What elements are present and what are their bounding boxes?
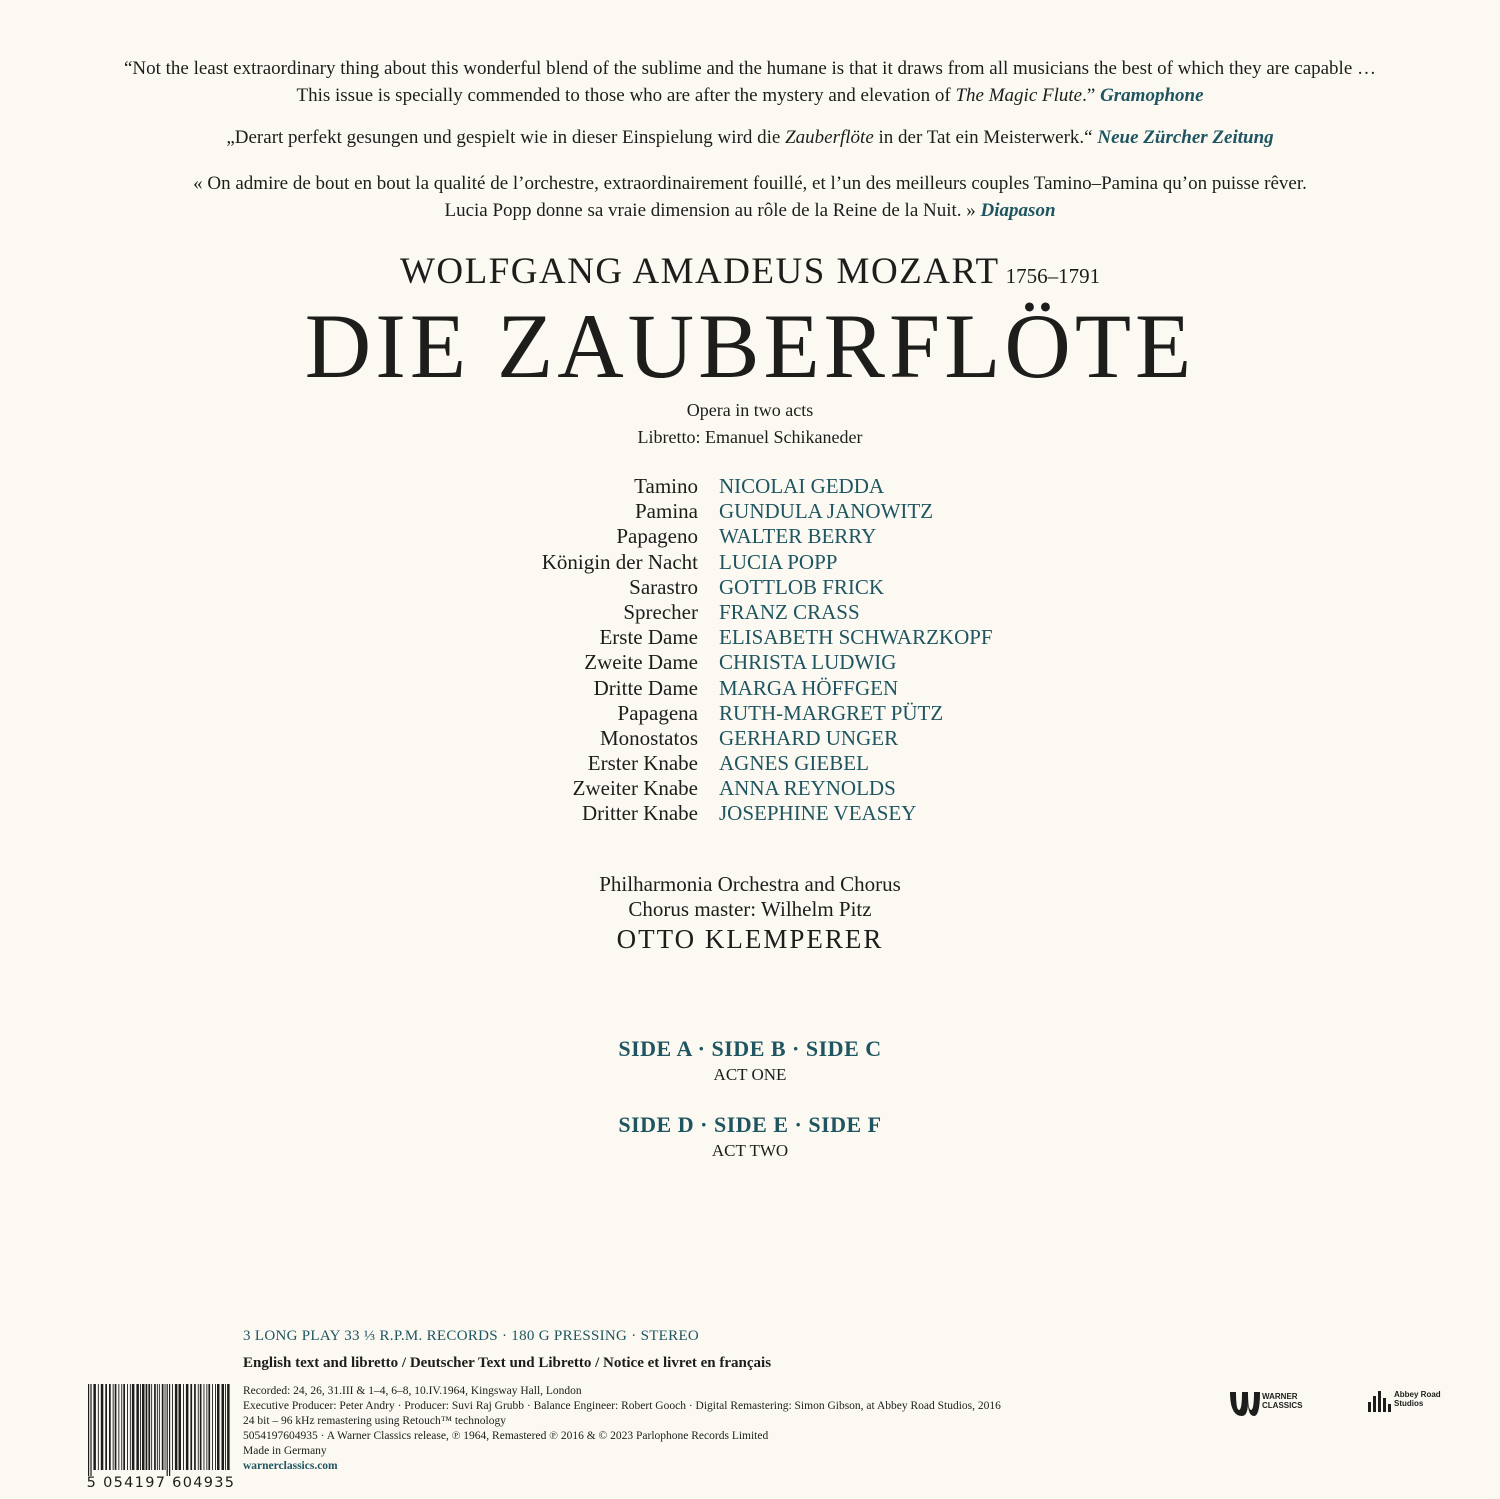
cast-singer: JOSEPHINE VEASEY	[719, 801, 917, 826]
review-text: This issue is specially commended to those who are after the mystery and elevation of	[296, 85, 956, 106]
cast-singer: AGNES GIEBEL	[719, 751, 869, 776]
review-text: .”	[1082, 85, 1101, 106]
cast-role: Pamina	[635, 499, 698, 524]
cast-role: Sprecher	[623, 599, 698, 624]
review-text: « On admire de bout en bout la qualité de l’orchestre, extraordinairement fouillé, et l’un des meilleurs couples Tamino–Pamina qu’on puisse rêver.	[193, 173, 1307, 194]
librettist: Libretto: Emanuel Schikaneder	[637, 427, 863, 447]
cast-row	[0, 726, 1500, 751]
act-two-label: ACT TWO	[711, 1141, 789, 1160]
review-text: in der Tat ein Meisterwerk.“	[873, 127, 1098, 148]
abbey-logo-text: Abbey Road Studios	[1394, 1390, 1441, 1408]
orchestra: Philharmonia Orchestra and Chorus	[599, 872, 901, 896]
sides-act-one: SIDE A · SIDE B · SIDE C	[618, 1036, 882, 1061]
composer-dates: 1756–1791	[1005, 264, 1101, 288]
cast-singer: RUTH-MARGRET PÜTZ	[719, 700, 944, 725]
fine-print-line: Made in Germany	[243, 1445, 327, 1457]
review-italic-title: The Magic Flute	[955, 85, 1083, 106]
barcode-number: 5 054197 604935	[86, 1475, 236, 1491]
chorus-master: Chorus master: Wilhelm Pitz	[628, 897, 872, 921]
review-source: Diapason	[980, 200, 1056, 221]
cast-singer: LUCIA POPP	[719, 549, 838, 574]
review-text: „Derart perfekt gesungen und gespielt wie in dieser Einspielung wird die	[226, 127, 786, 148]
cast-row	[0, 625, 1500, 650]
cast-row	[0, 575, 1500, 600]
cast-row	[0, 474, 1500, 499]
cast-row	[0, 751, 1500, 776]
cast-singer: NICOLAI GEDDA	[719, 474, 885, 498]
fine-print-line: Recorded: 24, 26, 31.III & 1–4, 6–8, 10.IV.1964, Kingsway Hall, London	[243, 1385, 582, 1397]
cast-row	[0, 600, 1500, 625]
cast-singer: GUNDULA JANOWITZ	[719, 499, 934, 524]
review-text: Lucia Popp donne sa vraie dimension au rôle de la Reine de la Nuit. »	[444, 200, 981, 221]
opera-title: DIE ZAUBERFLÖTE	[304, 295, 1196, 397]
cast-row	[0, 499, 1500, 524]
review-diapason	[0, 170, 1500, 224]
cast-row	[0, 776, 1500, 801]
review-gramophone	[0, 55, 1500, 109]
cast-list	[0, 474, 1500, 827]
languages-info: English text and libretto / Deutscher Text und Libretto / Notice et livret en français	[243, 1355, 772, 1371]
cast-role: Tamino	[634, 474, 698, 498]
cast-role: Erste Dame	[599, 625, 698, 650]
cast-role: Königin der Nacht	[541, 549, 698, 574]
conductor: OTTO KLEMPERER	[616, 924, 884, 954]
cast-singer: FRANZ CRASS	[719, 599, 860, 624]
cast-singer: ELISABETH SCHWARZKOPF	[719, 625, 993, 650]
fine-print-line: 24 bit – 96 kHz remastering using Retouch™ technology	[243, 1415, 506, 1427]
website-link[interactable]: warnerclassics.com	[243, 1460, 338, 1472]
review-source: Neue Zürcher Zeitung	[1097, 127, 1274, 148]
act-one-label: ACT ONE	[713, 1065, 787, 1084]
composer-heading	[0, 250, 1500, 293]
cast-role: Zweite Dame	[584, 650, 698, 675]
cast-role: Zweiter Knabe	[572, 776, 698, 801]
cast-role: Papageno	[616, 524, 698, 549]
cast-role: Dritte Dame	[593, 675, 698, 700]
cast-row	[0, 650, 1500, 675]
cast-role: Sarastro	[629, 574, 698, 599]
opera-subtitle: Opera in two acts	[686, 400, 814, 420]
barcode-icon	[86, 1384, 236, 1476]
warner-logo-text: WARNER CLASSICS	[1262, 1392, 1303, 1410]
cast-role: Papagena	[617, 700, 698, 725]
cast-singer: MARGA HÖFFGEN	[719, 675, 899, 700]
cast-singer: CHRISTA LUDWIG	[719, 650, 897, 675]
sides-act-two: SIDE D · SIDE E · SIDE F	[618, 1112, 882, 1137]
composer-name: WOLFGANG AMADEUS MOZART	[399, 251, 1000, 292]
review-nzz	[0, 124, 1500, 151]
review-source: Gramophone	[1100, 85, 1204, 106]
format-info: 3 LONG PLAY 33 ⅓ R.P.M. RECORDS · 180 G PRESSING · STEREO	[243, 1328, 700, 1344]
cast-role: Dritter Knabe	[581, 801, 698, 826]
review-text: “Not the least extraordinary thing about this wonderful blend of the sublime and the humane is that it draws from all musicians the best of which they are capable …	[123, 58, 1377, 79]
cast-row	[0, 801, 1500, 826]
cast-role: Monostatos	[599, 725, 698, 750]
cast-row	[0, 550, 1500, 575]
cast-singer: ANNA REYNOLDS	[719, 776, 896, 801]
cast-row	[0, 701, 1500, 726]
fine-print-line: 5054197604935 · A Warner Classics release, ℗ 1964, Remastered ℗ 2016 & © 2023 Parlophone Records Limited	[243, 1430, 769, 1442]
review-italic-title: Zauberflöte	[785, 127, 874, 148]
cast-singer: GOTTLOB FRICK	[719, 574, 885, 599]
cast-row	[0, 676, 1500, 701]
cast-row	[0, 524, 1500, 549]
cast-singer: WALTER BERRY	[719, 524, 877, 549]
cast-singer: GERHARD UNGER	[719, 725, 899, 750]
fine-print-line: Executive Producer: Peter Andry · Producer: Suvi Raj Grubb · Balance Engineer: Robert Gooch · Digital Remastering: Simon Gibson, at Abbey Road Studios, 2016	[243, 1400, 1001, 1412]
cast-role: Erster Knabe	[587, 751, 698, 776]
